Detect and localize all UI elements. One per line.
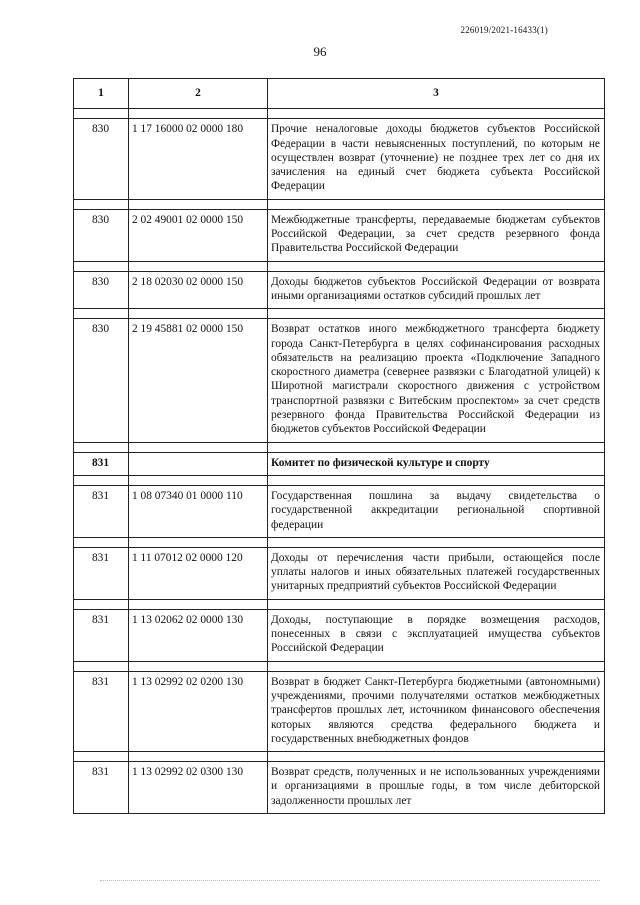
section-title-cell: Комитет по физической культуре и спорту — [268, 452, 605, 475]
admin-code-cell: 831 — [74, 671, 129, 751]
row-spacer — [74, 599, 605, 609]
budget-classification-code-cell: 1 13 02062 02 0000 130 — [129, 609, 268, 661]
column-header-1: 1 — [74, 79, 129, 109]
table-row — [74, 547, 605, 599]
row-spacer — [74, 475, 605, 485]
table-row — [74, 762, 605, 814]
spacer-cell — [74, 599, 129, 609]
spacer-cell — [129, 442, 268, 452]
column-header-2: 2 — [129, 79, 268, 109]
budget-classification-code-cell: 2 19 45881 02 0000 150 — [129, 319, 268, 442]
spacer-cell — [129, 537, 268, 547]
row-spacer — [74, 442, 605, 452]
row-spacer — [74, 261, 605, 271]
table-row — [74, 609, 605, 661]
budget-classification-code-cell: 2 02 49001 02 0000 150 — [129, 209, 268, 261]
description-cell: Доходы бюджетов субъектов Российской Федерации от возврата иными организациями остатков субсидий прошлых лет — [268, 271, 605, 309]
table-row — [74, 271, 605, 309]
revenue-codes-table — [73, 78, 605, 814]
admin-code-cell: 831 — [74, 547, 129, 599]
description-cell: Прочие неналоговые доходы бюджетов субъектов Российской Федерации в части невыясненных поступлений, по которым не осуществлен возврат (уточнение) не позднее трех лет со дня их зачисления на единый счет бюджета субъекта Российской Федерации — [268, 119, 605, 199]
table-row — [74, 485, 605, 537]
row-spacer — [74, 199, 605, 209]
admin-code-cell: 831 — [74, 452, 129, 475]
document-id: 226019/2021-16433(1) — [460, 25, 548, 35]
admin-code-cell: 830 — [74, 319, 129, 442]
budget-classification-code-cell: 1 13 02992 02 0300 130 — [129, 762, 268, 814]
spacer-cell — [74, 442, 129, 452]
spacer-cell — [74, 199, 129, 209]
table-header-row — [74, 79, 605, 109]
budget-classification-code-cell: 1 17 16000 02 0000 180 — [129, 119, 268, 199]
spacer-cell — [268, 309, 605, 319]
table-row — [74, 319, 605, 442]
row-spacer — [74, 309, 605, 319]
spacer-cell — [74, 109, 129, 119]
spacer-cell — [74, 475, 129, 485]
budget-classification-code-cell: 1 08 07340 01 0000 110 — [129, 485, 268, 537]
page-bottom-artifact — [100, 880, 600, 881]
admin-code-cell: 830 — [74, 271, 129, 309]
admin-code-cell: 830 — [74, 119, 129, 199]
table-row — [74, 209, 605, 261]
spacer-cell — [268, 442, 605, 452]
spacer-cell — [74, 661, 129, 671]
row-spacer — [74, 537, 605, 547]
admin-code-cell: 831 — [74, 762, 129, 814]
admin-code-cell: 830 — [74, 209, 129, 261]
spacer-cell — [268, 199, 605, 209]
description-cell: Возврат остатков иного межбюджетного трансферта бюджету города Санкт-Петербурга в целях софинансирования расходных обязательств на реализацию проекта «Подключение Западного скоростного диаметра (севернее развязки с Благодатной улицей) к Широтной магистрали скоростного движения с устройством транспортной развязки с Витебским проспектом» за счет средств резервного фонда Правительства Российской Федерации из бюджетов субъектов Российской Федерации — [268, 319, 605, 442]
spacer-cell — [129, 261, 268, 271]
spacer-cell — [74, 537, 129, 547]
spacer-cell — [268, 661, 605, 671]
page-number: 96 — [313, 44, 327, 59]
spacer-cell — [268, 475, 605, 485]
spacer-cell — [129, 661, 268, 671]
admin-code-cell: 831 — [74, 485, 129, 537]
spacer-cell — [268, 752, 605, 762]
table-body — [74, 109, 605, 814]
section-header-row — [74, 452, 605, 475]
budget-classification-code-cell: 1 11 07012 02 0000 120 — [129, 547, 268, 599]
table-row — [74, 671, 605, 751]
column-header-3: 3 — [268, 79, 605, 109]
description-cell: Межбюджетные трансферты, передаваемые бюджетам субъектов Российской Федерации, за счет средств резервного фонда Правительства Российской Федерации — [268, 209, 605, 261]
description-cell: Доходы, поступающие в порядке возмещения расходов, понесенных в связи с эксплуатацией имущества субъектов Российской Федерации — [268, 609, 605, 661]
spacer-cell — [74, 752, 129, 762]
spacer-cell — [129, 752, 268, 762]
row-spacer — [74, 752, 605, 762]
spacer-cell — [129, 199, 268, 209]
description-cell: Возврат средств, полученных и не использованных учреждениями и организациями в прошлые годы, в том числе дебиторской задолженности прошлых лет — [268, 762, 605, 814]
spacer-cell — [74, 261, 129, 271]
row-spacer — [74, 109, 605, 119]
spacer-cell — [74, 309, 129, 319]
admin-code-cell: 831 — [74, 609, 129, 661]
spacer-cell — [129, 475, 268, 485]
spacer-cell — [268, 109, 605, 119]
table-row — [74, 119, 605, 199]
budget-classification-code-cell: 1 13 02992 02 0200 130 — [129, 671, 268, 751]
spacer-cell — [268, 599, 605, 609]
spacer-cell — [129, 109, 268, 119]
budget-classification-code-cell: 2 18 02030 02 0000 150 — [129, 271, 268, 309]
budget-classification-code-cell — [129, 452, 268, 475]
spacer-cell — [129, 599, 268, 609]
row-spacer — [74, 661, 605, 671]
spacer-cell — [268, 261, 605, 271]
description-cell: Доходы от перечисления части прибыли, остающейся после уплаты налогов и иных обязательных платежей государственных унитарных предприятий субъектов Российской Федерации — [268, 547, 605, 599]
spacer-cell — [129, 309, 268, 319]
description-cell: Возврат в бюджет Санкт-Петербурга бюджетными (автономными) учреждениями, прочими получателями остатков межбюджетных трансфертов прошлых лет, источником финансового обеспечения которых являются средства федерального бюджета и государственных внебюджетных фондов — [268, 671, 605, 751]
spacer-cell — [268, 537, 605, 547]
description-cell: Государственная пошлина за выдачу свидетельства о государственной аккредитации региональной спортивной федерации — [268, 485, 605, 537]
